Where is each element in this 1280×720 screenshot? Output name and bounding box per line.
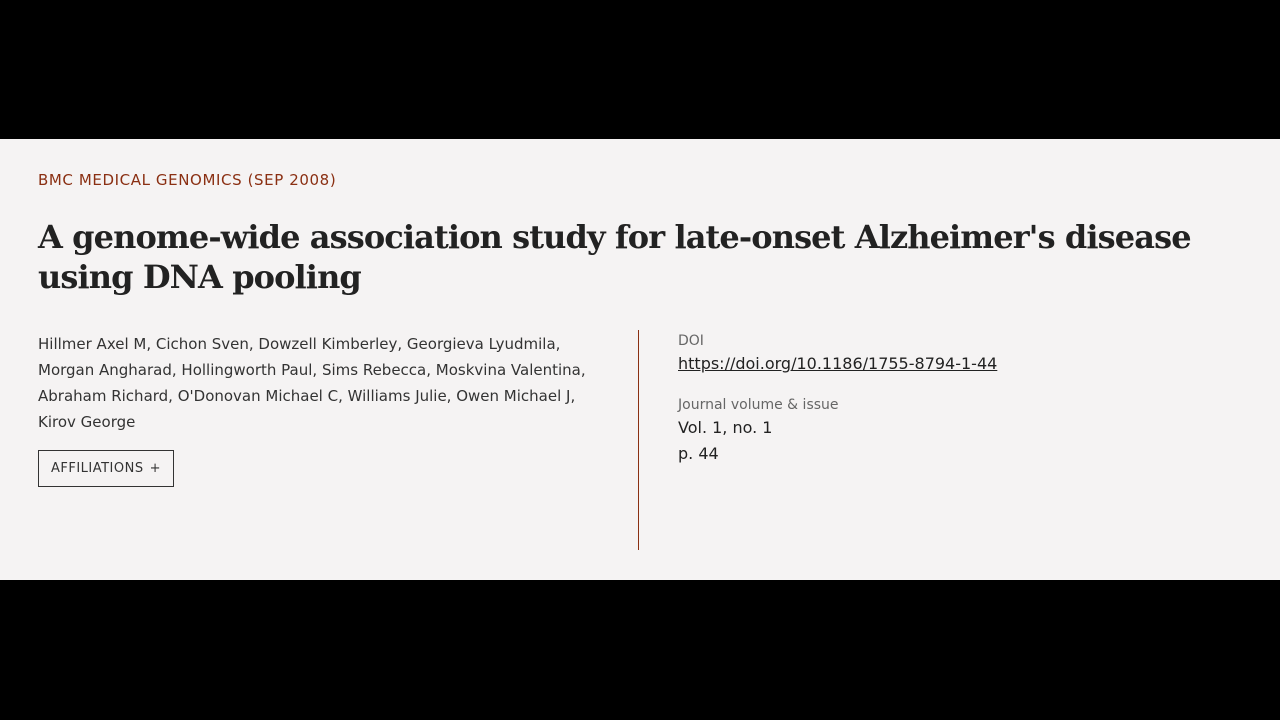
page-number: p. 44 <box>678 444 719 463</box>
author-list: Hillmer Axel M, Cichon Sven, Dowzell Kimberley, Georgieva Lyudmila, Morgan Angharad, Hollingworth Paul, Sims Rebecca, Moskvina Valentina, Abraham Richard, O'Donovan Michael C, Williams Julie, Owen Michael J, Kirov George <box>38 335 586 431</box>
affiliations-button[interactable] <box>38 450 174 487</box>
letterbox-top <box>0 0 1280 139</box>
affiliations-label: AFFILIATIONS <box>50 461 144 476</box>
article-metadata <box>678 331 1238 467</box>
doi-label: DOI <box>678 333 704 349</box>
volume-issue-label: Journal volume & issue <box>678 397 839 413</box>
plus-icon: + <box>149 461 162 476</box>
column-divider <box>638 330 639 550</box>
journal-name: BMC MEDICAL GENOMICS (SEP 2008) <box>38 171 337 189</box>
article-title: A genome-wide association study for late-onset Alzheimer's disease using DNA pooling <box>38 218 1191 296</box>
doi-link[interactable]: https://doi.org/10.1186/1755-8794-1-44 <box>678 354 998 373</box>
volume-issue-value: Vol. 1, no. 1 <box>678 418 773 437</box>
article-header-panel <box>0 139 1280 580</box>
letterbox-bottom <box>0 580 1280 720</box>
